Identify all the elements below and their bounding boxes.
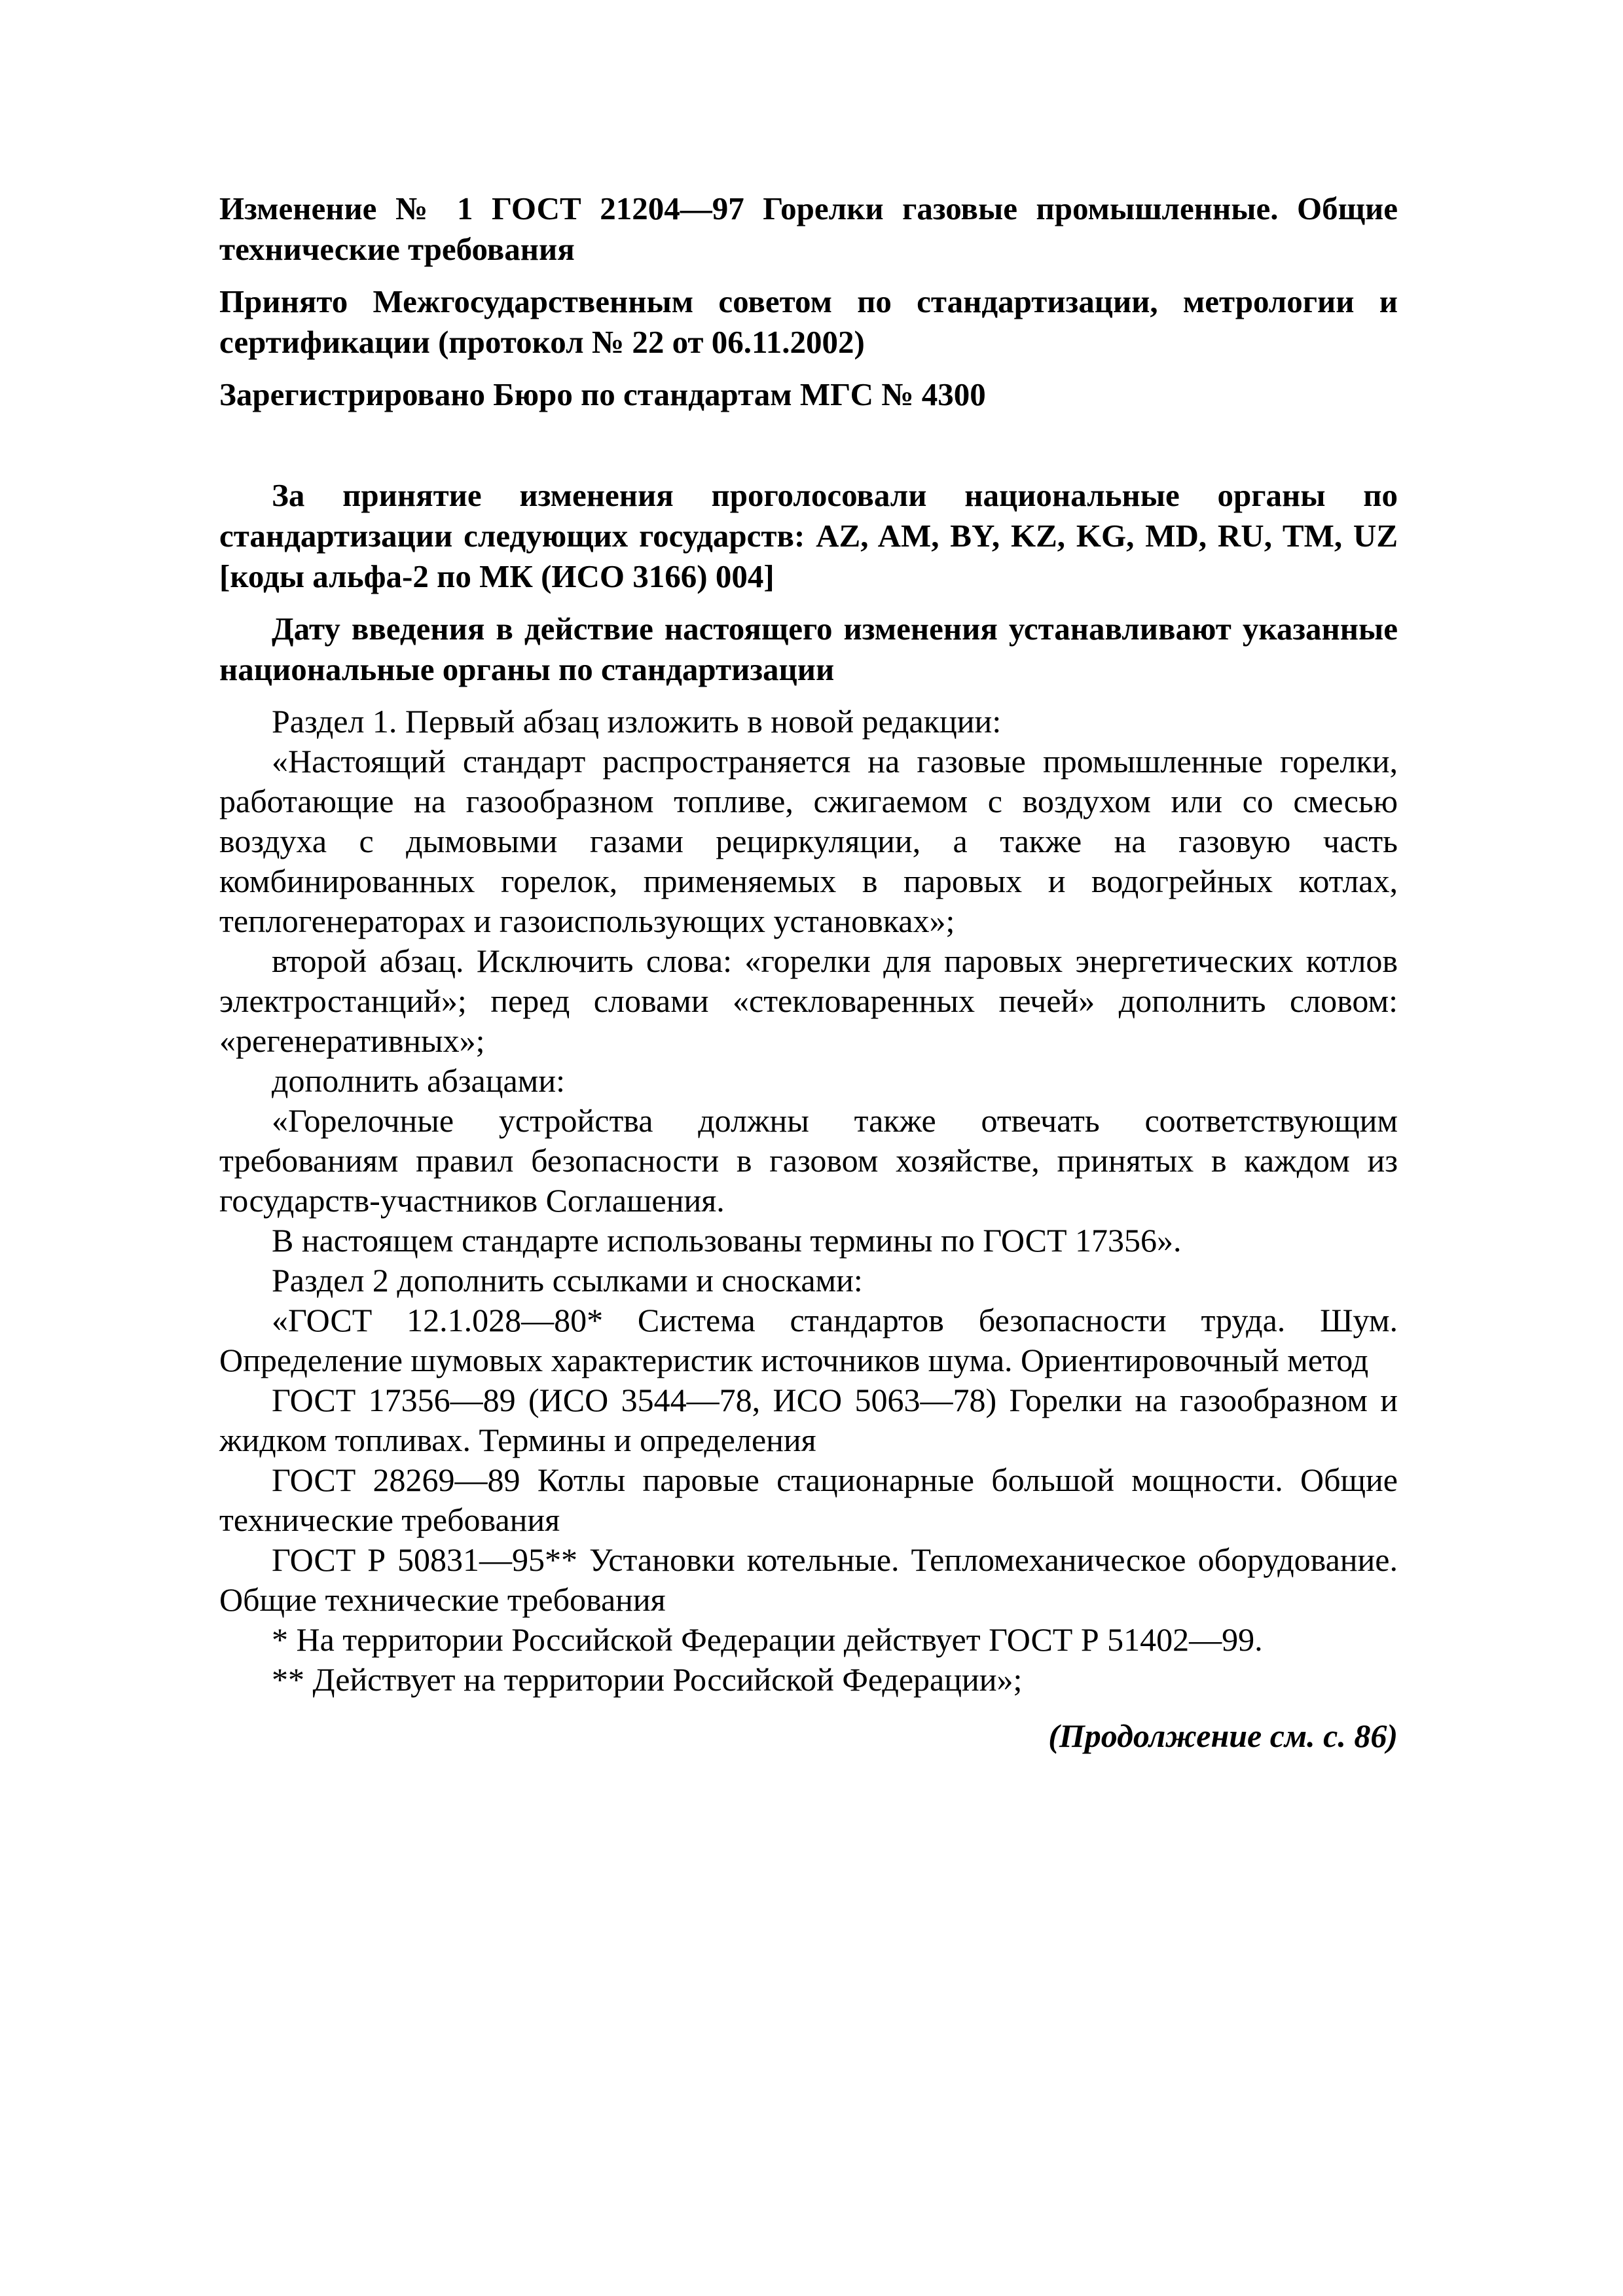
reference-entry: ГОСТ 28269—89 Котлы паровые стационарные большой мощности. Общие технические требования: [219, 1462, 1398, 1538]
document-body: [219, 188, 1398, 1756]
body-paragraph: В настоящем стандарте использованы термины по ГОСТ 17356».: [272, 1222, 1182, 1259]
effective-date-note: Дату введения в действие настоящего изменения устанавливают указанные национальные органы по стандартизации: [219, 611, 1398, 687]
reference-entry: ГОСТ 17356—89 (ИСО 3544—78, ИСО 5063—78) Горелки на газообразном и жидком топливах. Термины и определения: [219, 1382, 1398, 1458]
body-paragraph: «Горелочные устройства должны также отвечать соответствующим требованиям правил безопасности в газовом хозяйстве, принятых в каждом из государств-участников Соглашения.: [219, 1102, 1398, 1219]
body-paragraph: второй абзац. Исключить слова: «горелки для паровых энергетических котлов электростанций»; перед словами «стекловаренных печей» дополнить словом: «регенеративных»;: [219, 942, 1398, 1059]
header-spacer: [219, 427, 1398, 475]
body-paragraph: Раздел 1. Первый абзац изложить в новой редакции:: [272, 703, 1002, 740]
continuation-note: (Продолжение см. с. 86): [1048, 1717, 1398, 1754]
voting-note: За принятие изменения проголосовали национальные органы по стандартизации следующих государств: AZ, AM, BY, KZ, KG, MD, RU, TM, UZ [коды альфа-2 по МК (ИСО 3166) 004]: [219, 477, 1398, 594]
footnote: * На территории Российской Федерации действует ГОСТ Р 51402—99.: [272, 1621, 1263, 1658]
footnote: ** Действует на территории Российской Федерации»;: [272, 1661, 1023, 1698]
reference-entry: ГОСТ Р 50831—95** Установки котельные. Тепломеханическое оборудование. Общие технические требования: [219, 1541, 1398, 1618]
body-paragraph: Раздел 2 дополнить ссылками и сносками:: [272, 1262, 863, 1299]
registration-note: Зарегистрировано Бюро по стандартам МГС № 4300: [219, 376, 986, 412]
adoption-note: Принято Межгосударственным советом по стандартизации, метрологии и сертификации (протокол № 22 от 06.11.2002): [219, 283, 1398, 360]
body-paragraph: «Настоящий стандарт распространяется на газовые промышленные горелки, работающие на газообразном топливе, сжигаемом с воздухом или со смесью воздуха с дымовыми газами рециркуляции, а также на газовую часть комбинированных горелок, применяемых в паровых и водогрейных котлах, теплогенераторах и газоиспользующих установках»;: [219, 743, 1398, 939]
body-paragraph: дополнить абзацами:: [272, 1062, 565, 1099]
amendment-title: Изменение № 1 ГОСТ 21204—97 Горелки газовые промышленные. Общие технические требования: [219, 190, 1398, 267]
reference-entry: «ГОСТ 12.1.028—80* Система стандартов безопасности труда. Шум. Определение шумовых характеристик источников шума. Ориентировочный метод: [219, 1302, 1398, 1378]
